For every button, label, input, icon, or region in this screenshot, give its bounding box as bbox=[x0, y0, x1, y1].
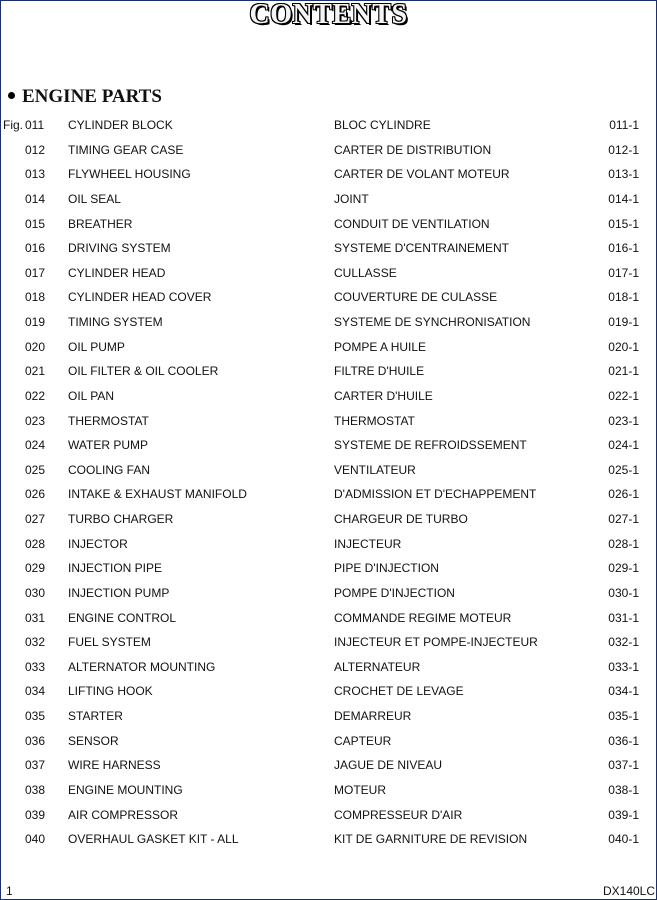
page-reference: 024-1 bbox=[608, 438, 639, 453]
contents-row[interactable] bbox=[0, 386, 657, 411]
english-title: STARTER bbox=[68, 709, 123, 723]
contents-row[interactable] bbox=[0, 337, 657, 362]
fig-number: 027 bbox=[25, 512, 46, 526]
fig-number: 035 bbox=[25, 709, 46, 723]
french-title: CROCHET DE LEVAGE bbox=[334, 684, 464, 699]
french-title: VENTILATEUR bbox=[334, 462, 416, 477]
french-title: POMPE D'INJECTION bbox=[334, 585, 455, 600]
english-title: TIMING SYSTEM bbox=[68, 315, 163, 329]
english-title: ENGINE MOUNTING bbox=[68, 782, 183, 797]
contents-row[interactable] bbox=[0, 411, 657, 436]
contents-row[interactable] bbox=[0, 115, 657, 140]
french-title: MOTEUR bbox=[334, 782, 386, 797]
page-reference: 023-1 bbox=[608, 413, 639, 428]
page-reference: 029-1 bbox=[608, 561, 639, 576]
english-title: BREATHER bbox=[68, 216, 133, 231]
fig-number: 014 bbox=[25, 191, 46, 206]
fig-number: 031 bbox=[25, 610, 46, 625]
fig-number: 024 bbox=[25, 438, 46, 453]
contents-row[interactable] bbox=[0, 484, 657, 509]
english-title: INTAKE & EXHAUST MANIFOLD bbox=[68, 487, 247, 502]
fig-number: 016 bbox=[25, 241, 46, 256]
contents-row[interactable] bbox=[0, 583, 657, 608]
contents-row[interactable] bbox=[0, 681, 657, 706]
french-title: DEMARREUR bbox=[334, 709, 412, 723]
page-reference: 039-1 bbox=[608, 807, 639, 822]
contents-row[interactable] bbox=[0, 755, 657, 780]
page-reference: 026-1 bbox=[608, 487, 639, 502]
fig-number: 021 bbox=[25, 364, 46, 379]
page-reference: 036-1 bbox=[608, 733, 639, 748]
contents-row[interactable] bbox=[0, 238, 657, 263]
english-title: DRIVING SYSTEM bbox=[68, 241, 171, 256]
page-reference: 033-1 bbox=[608, 659, 639, 674]
contents-row[interactable] bbox=[0, 608, 657, 633]
english-title: CYLINDER BLOCK bbox=[68, 118, 173, 132]
contents-row[interactable] bbox=[0, 189, 657, 214]
french-title: THERMOSTAT bbox=[334, 413, 415, 428]
french-title: POMPE A HUILE bbox=[334, 339, 427, 354]
fig-number: 028 bbox=[25, 536, 46, 551]
contents-row[interactable] bbox=[0, 361, 657, 386]
contents-row[interactable] bbox=[0, 287, 657, 312]
fig-number: 039 bbox=[25, 807, 46, 822]
french-title: JOINT bbox=[334, 191, 369, 206]
page-reference: 027-1 bbox=[608, 512, 639, 526]
english-title: ENGINE CONTROL bbox=[68, 610, 177, 625]
page-reference: 028-1 bbox=[608, 536, 639, 551]
fig-number: 011 bbox=[25, 118, 45, 132]
contents-row[interactable] bbox=[0, 312, 657, 337]
contents-row[interactable] bbox=[0, 140, 657, 165]
fig-number: 012 bbox=[25, 142, 46, 157]
contents-row[interactable] bbox=[0, 805, 657, 830]
contents-row[interactable] bbox=[0, 706, 657, 731]
english-title: COOLING FAN bbox=[68, 462, 151, 477]
english-title: OIL SEAL bbox=[68, 191, 121, 206]
fig-prefix: Fig. bbox=[3, 118, 24, 132]
contents-row[interactable] bbox=[0, 558, 657, 583]
page-number: 1 bbox=[6, 884, 13, 898]
fig-number: 029 bbox=[25, 561, 46, 576]
english-title: CYLINDER HEAD COVER bbox=[68, 290, 212, 305]
english-title: LIFTING HOOK bbox=[68, 684, 153, 699]
fig-number: 038 bbox=[25, 782, 46, 797]
fig-number: 032 bbox=[25, 635, 46, 650]
french-title: CHARGEUR DE TURBO bbox=[334, 512, 468, 526]
page-reference: 017-1 bbox=[608, 265, 639, 280]
model-code: DX140LC bbox=[602, 884, 655, 898]
english-title: OIL PUMP bbox=[68, 339, 125, 354]
page-reference: 021-1 bbox=[608, 364, 639, 379]
fig-number: 020 bbox=[25, 339, 46, 354]
fig-number: 015 bbox=[25, 216, 46, 231]
page-reference: 014-1 bbox=[608, 191, 639, 206]
page-reference: 012-1 bbox=[608, 142, 639, 157]
english-title: TIMING GEAR CASE bbox=[68, 142, 184, 157]
page-reference: 025-1 bbox=[608, 462, 639, 477]
french-title: INJECTEUR ET POMPE-INJECTEUR bbox=[334, 635, 538, 650]
contents-row[interactable] bbox=[0, 214, 657, 239]
english-title: SENSOR bbox=[68, 733, 119, 748]
fig-number: 018 bbox=[25, 290, 46, 305]
fig-number: 036 bbox=[25, 733, 46, 748]
fig-number: 034 bbox=[25, 684, 46, 699]
french-title: D'ADMISSION ET D'ECHAPPEMENT bbox=[334, 487, 537, 502]
french-title: CONDUIT DE VENTILATION bbox=[334, 216, 490, 231]
contents-row[interactable] bbox=[0, 534, 657, 559]
bullet-icon bbox=[8, 92, 15, 99]
english-title: INJECTION PUMP bbox=[68, 585, 170, 600]
french-title: KIT DE GARNITURE DE REVISION bbox=[334, 832, 528, 847]
english-title: AIR COMPRESSOR bbox=[68, 807, 179, 822]
page-reference: 034-1 bbox=[608, 684, 639, 699]
page-reference: 037-1 bbox=[608, 758, 639, 773]
fig-number: 023 bbox=[25, 413, 46, 428]
contents-row[interactable] bbox=[0, 780, 657, 805]
french-title: CARTER DE DISTRIBUTION bbox=[334, 142, 492, 157]
fig-number: 030 bbox=[25, 585, 46, 600]
english-title: OIL FILTER & OIL COOLER bbox=[68, 364, 219, 379]
french-title: CARTER DE VOLANT MOTEUR bbox=[334, 167, 510, 182]
french-title: CAPTEUR bbox=[334, 733, 392, 748]
french-title: JAGUE DE NIVEAU bbox=[334, 758, 443, 773]
contents-row[interactable] bbox=[0, 657, 657, 682]
english-title: THERMOSTAT bbox=[68, 413, 149, 428]
fig-number: 019 bbox=[25, 315, 46, 329]
english-title: CYLINDER HEAD bbox=[68, 265, 166, 280]
page-reference: 019-1 bbox=[608, 315, 639, 329]
english-title: ALTERNATOR MOUNTING bbox=[68, 659, 216, 674]
french-title: SYSTEME D'CENTRAINEMENT bbox=[334, 241, 509, 256]
french-title: BLOC CYLINDRE bbox=[334, 118, 431, 132]
page-reference: 015-1 bbox=[608, 216, 639, 231]
fig-number: 040 bbox=[25, 832, 46, 847]
page-reference: 016-1 bbox=[608, 241, 639, 256]
english-title: OVERHAUL GASKET KIT - ALL bbox=[68, 832, 239, 847]
french-title: INJECTEUR bbox=[334, 536, 402, 551]
page-reference: 032-1 bbox=[608, 635, 639, 650]
page-reference: 040-1 bbox=[608, 832, 639, 847]
fig-number: 037 bbox=[25, 758, 46, 773]
english-title: INJECTOR bbox=[68, 536, 128, 551]
fig-number: 022 bbox=[25, 388, 46, 403]
english-title: FLYWHEEL HOUSING bbox=[68, 167, 191, 182]
page-reference: 031-1 bbox=[608, 610, 639, 625]
page-reference: 035-1 bbox=[608, 709, 639, 723]
contents-row[interactable] bbox=[0, 460, 657, 485]
english-title: INJECTION PIPE bbox=[68, 561, 163, 576]
section-heading bbox=[8, 86, 162, 108]
french-title: CARTER D'HUILE bbox=[334, 388, 433, 403]
contents-row[interactable] bbox=[0, 632, 657, 657]
fig-number: 017 bbox=[25, 265, 46, 280]
page-reference: 038-1 bbox=[608, 782, 639, 797]
french-title: CULLASSE bbox=[334, 265, 397, 280]
fig-number: 013 bbox=[25, 167, 46, 182]
contents-row[interactable] bbox=[0, 435, 657, 460]
french-title: COUVERTURE DE CULASSE bbox=[334, 290, 498, 305]
section-title: ENGINE PARTS bbox=[22, 86, 162, 107]
french-title: PIPE D'INJECTION bbox=[334, 561, 439, 576]
page-reference: 030-1 bbox=[608, 585, 639, 600]
fig-number: 026 bbox=[25, 487, 46, 502]
page-reference: 018-1 bbox=[608, 290, 639, 305]
page-reference: 011-1 bbox=[609, 118, 639, 132]
contents-row[interactable] bbox=[0, 164, 657, 189]
contents-row[interactable] bbox=[0, 731, 657, 756]
contents-row[interactable] bbox=[0, 509, 657, 534]
fig-number: 033 bbox=[25, 659, 46, 674]
french-title: ALTERNATEUR bbox=[334, 659, 421, 674]
english-title: TURBO CHARGER bbox=[68, 512, 174, 526]
contents-row[interactable] bbox=[0, 829, 657, 854]
french-title: SYSTEME DE SYNCHRONISATION bbox=[334, 315, 531, 329]
page-reference: 022-1 bbox=[608, 388, 639, 403]
page-title: CONTENTS bbox=[249, 0, 408, 30]
page-reference: 013-1 bbox=[608, 167, 639, 182]
contents-row[interactable] bbox=[0, 263, 657, 288]
page-reference: 020-1 bbox=[608, 339, 639, 354]
english-title: WATER PUMP bbox=[68, 438, 148, 453]
fig-number: 025 bbox=[25, 462, 46, 477]
french-title: COMPRESSEUR D'AIR bbox=[334, 807, 463, 822]
english-title: WIRE HARNESS bbox=[68, 758, 161, 773]
french-title: COMMANDE REGIME MOTEUR bbox=[334, 610, 512, 625]
french-title: SYSTEME DE REFROIDSSEMENT bbox=[334, 438, 527, 453]
english-title: OIL PAN bbox=[68, 388, 115, 403]
french-title: FILTRE D'HUILE bbox=[334, 364, 425, 379]
english-title: FUEL SYSTEM bbox=[68, 635, 151, 650]
contents-list bbox=[0, 115, 657, 854]
